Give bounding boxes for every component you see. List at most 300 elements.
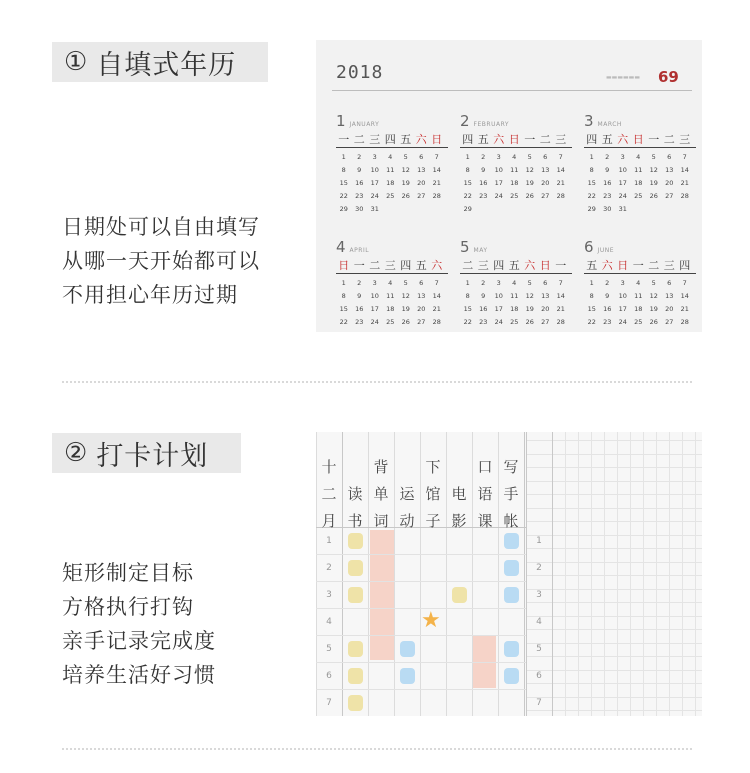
date-cell[interactable]: 10 bbox=[618, 166, 627, 174]
section-divider bbox=[62, 381, 692, 383]
date-cell[interactable]: 23 bbox=[355, 318, 364, 326]
date-cell[interactable]: 13 bbox=[417, 166, 426, 174]
date-cell[interactable]: 12 bbox=[401, 166, 410, 174]
tracker-header-char: 书 bbox=[347, 512, 363, 530]
date-cell[interactable]: 28 bbox=[556, 318, 565, 326]
date-cell[interactable]: 5 bbox=[403, 153, 408, 161]
weekday-label: 四 bbox=[400, 259, 412, 272]
date-cell[interactable]: 16 bbox=[479, 179, 488, 187]
weekday-label: 五 bbox=[400, 133, 412, 146]
date-cell[interactable]: 4 bbox=[512, 279, 517, 287]
date-cell[interactable]: 28 bbox=[680, 318, 689, 326]
date-cell[interactable] bbox=[677, 203, 693, 216]
date-cell[interactable]: 11 bbox=[634, 166, 643, 174]
date-cell[interactable]: 16 bbox=[355, 305, 364, 313]
date-cell[interactable]: 5 bbox=[651, 279, 656, 287]
date-cell[interactable]: 19 bbox=[401, 179, 410, 187]
date-cell[interactable]: 10 bbox=[494, 292, 503, 300]
date-cell[interactable]: 19 bbox=[401, 305, 410, 313]
date-cell[interactable]: 14 bbox=[432, 166, 441, 174]
weekday-label: 六 bbox=[524, 259, 536, 272]
date-cell[interactable]: 27 bbox=[541, 192, 550, 200]
date-cell[interactable]: 19 bbox=[525, 305, 534, 313]
date-cell[interactable]: 21 bbox=[556, 305, 565, 313]
tracker-header-char: 课 bbox=[477, 512, 493, 530]
date-cell[interactable]: 15 bbox=[463, 305, 472, 313]
weekday-label: 二 bbox=[663, 133, 675, 146]
date-cell[interactable]: 20 bbox=[665, 305, 674, 313]
date-cell[interactable]: 14 bbox=[556, 166, 565, 174]
date-cell[interactable]: 6 bbox=[667, 153, 672, 161]
calendar-month-6 bbox=[584, 238, 696, 329]
weekday-label: 三 bbox=[555, 133, 567, 146]
date-cell[interactable] bbox=[383, 203, 399, 216]
date-cell[interactable]: 22 bbox=[587, 192, 596, 200]
date-cell[interactable]: 12 bbox=[649, 292, 658, 300]
date-cell[interactable]: 12 bbox=[525, 166, 534, 174]
check-mark[interactable] bbox=[348, 695, 363, 711]
date-cell[interactable]: 1 bbox=[465, 279, 470, 287]
date-cell[interactable]: 12 bbox=[401, 292, 410, 300]
date-cell[interactable]: 16 bbox=[603, 179, 612, 187]
date-cell[interactable]: 5 bbox=[651, 153, 656, 161]
tracker-header-column bbox=[499, 454, 523, 535]
date-cell[interactable]: 11 bbox=[386, 292, 395, 300]
date-cell[interactable]: 6 bbox=[419, 153, 424, 161]
date-cell[interactable]: 15 bbox=[339, 305, 348, 313]
date-cell[interactable]: 28 bbox=[556, 192, 565, 200]
check-mark[interactable] bbox=[348, 560, 363, 576]
weekday-label: 二 bbox=[648, 259, 660, 272]
date-cell[interactable]: 29 bbox=[587, 205, 596, 213]
month-name: JUNE bbox=[597, 247, 614, 254]
weekday-label: 六 bbox=[601, 259, 613, 272]
date-cell[interactable]: 16 bbox=[355, 179, 364, 187]
tracker-header-char: 手 bbox=[503, 485, 519, 503]
day-number: 1 bbox=[326, 536, 332, 546]
date-cell[interactable]: 7 bbox=[434, 153, 439, 161]
day-number: 5 bbox=[326, 644, 332, 654]
date-cell[interactable]: 8 bbox=[589, 166, 594, 174]
weekday-label: 一 bbox=[648, 133, 660, 146]
calendar-page-number: 69 bbox=[658, 68, 679, 86]
tracker-header-char: 语 bbox=[477, 485, 493, 503]
date-cell[interactable]: 17 bbox=[494, 179, 503, 187]
date-cell[interactable]: 2 bbox=[481, 279, 486, 287]
day-number: 1 bbox=[536, 536, 542, 546]
month-number: 5 bbox=[460, 238, 470, 256]
date-cell[interactable]: 11 bbox=[510, 166, 519, 174]
date-cell[interactable]: 25 bbox=[510, 192, 519, 200]
date-cell[interactable]: 18 bbox=[386, 305, 395, 313]
date-cell[interactable]: 21 bbox=[432, 179, 441, 187]
date-cell[interactable]: 4 bbox=[512, 153, 517, 161]
date-cell[interactable]: 20 bbox=[417, 179, 426, 187]
date-cell[interactable]: 21 bbox=[680, 179, 689, 187]
date-cell[interactable]: 2 bbox=[605, 279, 610, 287]
date-cell[interactable]: 3 bbox=[372, 279, 377, 287]
date-cell[interactable]: 3 bbox=[372, 153, 377, 161]
date-cell[interactable]: 5 bbox=[403, 279, 408, 287]
date-cell[interactable]: 3 bbox=[496, 279, 501, 287]
date-cell[interactable]: 17 bbox=[370, 179, 379, 187]
grid-line bbox=[604, 432, 605, 716]
date-cell[interactable]: 19 bbox=[649, 305, 658, 313]
check-mark[interactable] bbox=[504, 587, 519, 603]
date-cell[interactable]: 24 bbox=[370, 318, 379, 326]
tracker-header-char: 背 bbox=[373, 458, 389, 476]
date-cell[interactable]: 24 bbox=[618, 318, 627, 326]
date-cell[interactable]: 7 bbox=[558, 279, 563, 287]
month-header bbox=[460, 238, 572, 256]
date-cell[interactable]: 17 bbox=[618, 305, 627, 313]
date-grid bbox=[460, 151, 572, 216]
date-cell[interactable]: 25 bbox=[634, 318, 643, 326]
date-cell[interactable]: 17 bbox=[494, 305, 503, 313]
date-cell[interactable]: 27 bbox=[417, 318, 426, 326]
date-cell[interactable] bbox=[476, 203, 492, 216]
date-cell[interactable]: 21 bbox=[556, 179, 565, 187]
section1-description bbox=[62, 210, 260, 312]
date-cell[interactable]: 23 bbox=[479, 192, 488, 200]
date-cell[interactable]: 22 bbox=[339, 318, 348, 326]
tracker-header-char: 帐 bbox=[503, 512, 519, 530]
date-cell[interactable]: 31 bbox=[618, 205, 627, 213]
month-name: MARCH bbox=[597, 121, 622, 128]
date-cell[interactable]: 8 bbox=[465, 166, 470, 174]
section-divider bbox=[62, 748, 692, 750]
date-cell[interactable]: 9 bbox=[357, 166, 362, 174]
date-cell[interactable]: 25 bbox=[634, 192, 643, 200]
weekday-row bbox=[460, 259, 572, 274]
date-cell[interactable]: 26 bbox=[649, 318, 658, 326]
date-cell[interactable]: 20 bbox=[541, 179, 550, 187]
date-cell[interactable]: 30 bbox=[603, 205, 612, 213]
month-header bbox=[584, 238, 696, 256]
check-mark[interactable] bbox=[348, 533, 363, 549]
date-cell[interactable]: 23 bbox=[603, 192, 612, 200]
date-cell[interactable]: 26 bbox=[401, 192, 410, 200]
date-cell[interactable]: 17 bbox=[370, 305, 379, 313]
date-cell[interactable] bbox=[429, 203, 445, 216]
date-cell[interactable] bbox=[398, 203, 414, 216]
weekday-label: 四 bbox=[384, 133, 396, 146]
date-cell[interactable]: 17 bbox=[618, 179, 627, 187]
weekday-label: 日 bbox=[431, 133, 443, 146]
date-cell[interactable] bbox=[631, 203, 647, 216]
date-cell[interactable]: 18 bbox=[510, 305, 519, 313]
date-cell[interactable]: 29 bbox=[339, 205, 348, 213]
date-cell[interactable]: 2 bbox=[357, 153, 362, 161]
grid-line bbox=[591, 432, 592, 716]
date-cell[interactable]: 21 bbox=[680, 305, 689, 313]
date-cell[interactable]: 19 bbox=[649, 179, 658, 187]
date-cell[interactable]: 10 bbox=[494, 166, 503, 174]
date-cell[interactable]: 16 bbox=[479, 305, 488, 313]
date-cell[interactable]: 1 bbox=[341, 153, 346, 161]
weekday-label: 日 bbox=[508, 133, 520, 146]
weekday-label: 一 bbox=[524, 133, 536, 146]
description-line: 方格执行打钩 bbox=[62, 595, 194, 619]
date-cell[interactable]: 4 bbox=[636, 279, 641, 287]
weekday-label: 一 bbox=[338, 133, 350, 146]
date-cell[interactable]: 10 bbox=[370, 292, 379, 300]
date-cell[interactable]: 22 bbox=[339, 192, 348, 200]
grid-line bbox=[552, 432, 553, 716]
date-cell[interactable]: 1 bbox=[589, 153, 594, 161]
tracker-header-char: 下 bbox=[425, 458, 441, 476]
date-cell[interactable]: 26 bbox=[525, 192, 534, 200]
date-cell[interactable]: 25 bbox=[386, 192, 395, 200]
weekday-label: 三 bbox=[679, 133, 691, 146]
date-cell[interactable]: 13 bbox=[665, 166, 674, 174]
tracker-header-column bbox=[343, 454, 367, 535]
date-cell[interactable]: 15 bbox=[339, 179, 348, 187]
calendar-month-3 bbox=[584, 112, 696, 216]
date-cell[interactable]: 27 bbox=[541, 318, 550, 326]
date-cell[interactable]: 27 bbox=[665, 318, 674, 326]
date-cell[interactable]: 18 bbox=[634, 179, 643, 187]
date-cell[interactable]: 13 bbox=[417, 292, 426, 300]
date-cell[interactable]: 1 bbox=[589, 279, 594, 287]
date-cell[interactable]: 13 bbox=[541, 166, 550, 174]
tracker-header-char: 二 bbox=[321, 485, 337, 503]
date-cell[interactable]: 24 bbox=[494, 192, 503, 200]
date-cell[interactable]: 14 bbox=[680, 166, 689, 174]
month-number: 3 bbox=[584, 112, 594, 130]
date-cell[interactable]: 30 bbox=[355, 205, 364, 213]
date-cell[interactable]: 7 bbox=[558, 153, 563, 161]
check-mark[interactable] bbox=[504, 533, 519, 549]
date-cell[interactable] bbox=[414, 203, 430, 216]
tracker-header-column bbox=[395, 454, 419, 535]
date-cell[interactable]: 24 bbox=[370, 192, 379, 200]
date-cell[interactable]: 10 bbox=[618, 292, 627, 300]
day-number: 7 bbox=[536, 698, 542, 708]
date-cell[interactable]: 2 bbox=[357, 279, 362, 287]
section2-title bbox=[52, 433, 241, 473]
weekday-label: 四 bbox=[679, 259, 691, 272]
date-cell[interactable]: 14 bbox=[432, 292, 441, 300]
check-mark[interactable] bbox=[452, 587, 467, 603]
date-cell[interactable]: 28 bbox=[432, 318, 441, 326]
tracker-header-char: 电 bbox=[451, 485, 467, 503]
check-mark[interactable] bbox=[504, 668, 519, 684]
date-cell[interactable]: 18 bbox=[634, 305, 643, 313]
date-cell[interactable]: 1 bbox=[341, 279, 346, 287]
tracker-header-char: 读 bbox=[347, 485, 363, 503]
check-mark[interactable] bbox=[504, 560, 519, 576]
month-header bbox=[336, 238, 448, 256]
date-cell[interactable]: 19 bbox=[525, 179, 534, 187]
date-cell[interactable]: 6 bbox=[543, 279, 548, 287]
date-cell[interactable]: 15 bbox=[587, 179, 596, 187]
date-cell[interactable]: 27 bbox=[665, 192, 674, 200]
date-cell[interactable]: 22 bbox=[463, 192, 472, 200]
date-cell[interactable]: 23 bbox=[355, 192, 364, 200]
weekday-label: 一 bbox=[353, 259, 365, 272]
date-cell[interactable]: 3 bbox=[496, 153, 501, 161]
date-cell[interactable]: 14 bbox=[680, 292, 689, 300]
date-cell[interactable]: 3 bbox=[620, 279, 625, 287]
date-cell[interactable]: 6 bbox=[419, 279, 424, 287]
weekday-label: 三 bbox=[477, 259, 489, 272]
date-grid bbox=[336, 277, 448, 329]
check-mark[interactable] bbox=[348, 668, 363, 684]
date-cell[interactable]: 9 bbox=[481, 166, 486, 174]
calendar-year: 2018 bbox=[336, 62, 384, 83]
date-cell[interactable]: 7 bbox=[682, 279, 687, 287]
day-number: 5 bbox=[536, 644, 542, 654]
description-line: 矩形制定目标 bbox=[62, 561, 194, 585]
grid-line bbox=[669, 432, 670, 716]
date-cell[interactable]: 7 bbox=[682, 153, 687, 161]
date-grid bbox=[336, 151, 448, 216]
grid-line bbox=[316, 581, 526, 582]
date-cell[interactable]: 18 bbox=[386, 179, 395, 187]
date-cell[interactable]: 11 bbox=[634, 292, 643, 300]
date-cell[interactable]: 16 bbox=[603, 305, 612, 313]
date-cell[interactable]: 29 bbox=[463, 205, 472, 213]
description-line: 培养生活好习惯 bbox=[62, 663, 216, 687]
month-number: 1 bbox=[336, 112, 346, 130]
date-cell[interactable]: 8 bbox=[589, 292, 594, 300]
date-cell[interactable]: 2 bbox=[481, 153, 486, 161]
date-cell[interactable]: 28 bbox=[680, 192, 689, 200]
section2-number: ② bbox=[64, 438, 89, 468]
calendar-header-rule bbox=[332, 90, 692, 91]
date-cell[interactable]: 5 bbox=[527, 153, 532, 161]
grid-line bbox=[316, 554, 526, 555]
calendar-header-fineprint: ▬▬▬▬▬▬ bbox=[606, 74, 641, 81]
check-mark[interactable] bbox=[400, 641, 415, 657]
check-mark[interactable] bbox=[348, 587, 363, 603]
date-cell[interactable]: 15 bbox=[463, 179, 472, 187]
date-cell[interactable]: 13 bbox=[665, 292, 674, 300]
date-cell[interactable] bbox=[662, 203, 678, 216]
date-cell[interactable]: 4 bbox=[636, 153, 641, 161]
date-cell[interactable]: 23 bbox=[479, 318, 488, 326]
date-cell[interactable]: 9 bbox=[605, 292, 610, 300]
date-cell[interactable] bbox=[538, 203, 554, 216]
date-cell[interactable]: 9 bbox=[357, 292, 362, 300]
check-mark[interactable] bbox=[400, 668, 415, 684]
date-cell[interactable] bbox=[507, 203, 523, 216]
date-cell[interactable]: 23 bbox=[603, 318, 612, 326]
date-cell[interactable]: 26 bbox=[649, 192, 658, 200]
tracker-header-char: 动 bbox=[399, 512, 415, 530]
grid-line bbox=[316, 635, 526, 636]
date-cell[interactable]: 25 bbox=[386, 318, 395, 326]
date-cell[interactable]: 12 bbox=[525, 292, 534, 300]
date-cell[interactable]: 5 bbox=[527, 279, 532, 287]
date-cell[interactable]: 1 bbox=[465, 153, 470, 161]
weekday-row bbox=[336, 133, 448, 148]
weekday-label: 日 bbox=[617, 259, 629, 272]
date-cell[interactable]: 8 bbox=[465, 292, 470, 300]
weekday-label: 五 bbox=[415, 259, 427, 272]
date-cell[interactable]: 26 bbox=[525, 318, 534, 326]
month-name: JANUARY bbox=[349, 121, 380, 128]
weekday-label: 六 bbox=[617, 133, 629, 146]
date-cell[interactable]: 22 bbox=[463, 318, 472, 326]
check-mark[interactable] bbox=[348, 641, 363, 657]
date-cell[interactable]: 12 bbox=[649, 166, 658, 174]
check-mark[interactable] bbox=[504, 641, 519, 657]
date-cell[interactable]: 31 bbox=[370, 205, 379, 213]
day-number: 4 bbox=[536, 617, 542, 627]
date-cell[interactable]: 8 bbox=[341, 166, 346, 174]
date-cell[interactable]: 4 bbox=[388, 153, 393, 161]
date-cell[interactable]: 27 bbox=[417, 192, 426, 200]
date-cell[interactable]: 9 bbox=[481, 292, 486, 300]
weekday-label: 二 bbox=[539, 133, 551, 146]
date-cell[interactable]: 18 bbox=[510, 179, 519, 187]
grid-line bbox=[617, 432, 618, 716]
calendar-month-1 bbox=[336, 112, 448, 216]
date-cell[interactable]: 24 bbox=[494, 318, 503, 326]
date-cell[interactable]: 2 bbox=[605, 153, 610, 161]
grid-line bbox=[630, 432, 631, 716]
month-name: FEBRUARY bbox=[473, 121, 510, 128]
date-cell[interactable]: 21 bbox=[432, 305, 441, 313]
tracker-header-char bbox=[447, 454, 471, 481]
day-number: 3 bbox=[326, 590, 332, 600]
date-cell[interactable]: 14 bbox=[556, 292, 565, 300]
date-cell[interactable]: 6 bbox=[667, 279, 672, 287]
date-cell[interactable]: 8 bbox=[341, 292, 346, 300]
date-cell[interactable]: 4 bbox=[388, 279, 393, 287]
date-cell[interactable]: 25 bbox=[510, 318, 519, 326]
tracker-header-char bbox=[395, 454, 419, 481]
date-cell[interactable]: 3 bbox=[620, 153, 625, 161]
weekday-label: 二 bbox=[462, 259, 474, 272]
date-cell[interactable]: 26 bbox=[401, 318, 410, 326]
tracker-header-char: 十 bbox=[321, 458, 337, 476]
date-cell[interactable]: 20 bbox=[665, 179, 674, 187]
date-cell[interactable]: 9 bbox=[605, 166, 610, 174]
date-cell[interactable] bbox=[522, 203, 538, 216]
month-header bbox=[336, 112, 448, 130]
date-cell[interactable]: 28 bbox=[432, 192, 441, 200]
weekday-label: 四 bbox=[462, 133, 474, 146]
day-number: 6 bbox=[326, 671, 332, 681]
tracker-header-column bbox=[421, 454, 445, 535]
date-cell[interactable]: 15 bbox=[587, 305, 596, 313]
habit-tracker-photo bbox=[316, 432, 702, 716]
weekday-row bbox=[584, 259, 696, 274]
date-cell[interactable]: 24 bbox=[618, 192, 627, 200]
tracker-header-char: 词 bbox=[373, 512, 389, 530]
date-cell[interactable]: 6 bbox=[543, 153, 548, 161]
weekday-label: 六 bbox=[415, 133, 427, 146]
date-cell[interactable] bbox=[646, 203, 662, 216]
month-number: 4 bbox=[336, 238, 346, 256]
date-cell[interactable]: 13 bbox=[541, 292, 550, 300]
date-cell[interactable]: 20 bbox=[417, 305, 426, 313]
weekday-label: 日 bbox=[632, 133, 644, 146]
date-grid bbox=[584, 151, 696, 216]
date-cell[interactable]: 11 bbox=[510, 292, 519, 300]
date-cell[interactable]: 11 bbox=[386, 166, 395, 174]
date-cell[interactable]: 20 bbox=[541, 305, 550, 313]
date-cell[interactable]: 7 bbox=[434, 279, 439, 287]
date-cell[interactable] bbox=[553, 203, 569, 216]
date-cell[interactable]: 10 bbox=[370, 166, 379, 174]
day-number: 2 bbox=[326, 563, 332, 573]
date-cell[interactable]: 22 bbox=[587, 318, 596, 326]
date-cell[interactable] bbox=[491, 203, 507, 216]
